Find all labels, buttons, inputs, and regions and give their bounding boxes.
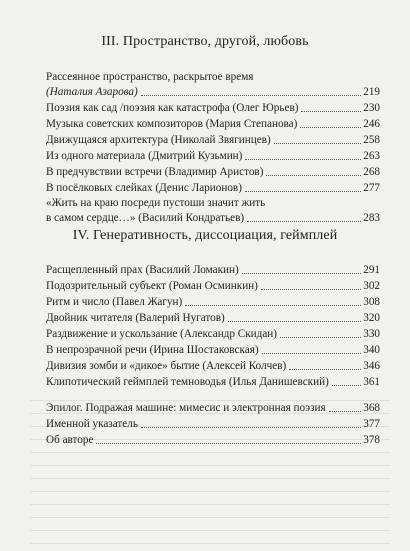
section-4-list <box>46 262 380 390</box>
section-3-list <box>46 70 380 226</box>
toc-page-number: 277 <box>363 182 380 194</box>
leader-dots <box>274 142 362 144</box>
leader-dots <box>280 336 361 338</box>
toc-page-number: 330 <box>363 328 380 340</box>
leader-dots <box>332 384 361 386</box>
toc-page-number: 302 <box>363 280 380 292</box>
toc-entry <box>46 180 380 196</box>
toc-entry <box>46 358 380 374</box>
toc-entry <box>46 416 380 432</box>
toc-entry <box>46 326 380 342</box>
toc-entry <box>46 116 380 132</box>
leader-dots <box>329 410 362 412</box>
toc-entry-title: Именной указатель <box>46 418 138 430</box>
toc-entry-title: Музыка советских композиторов (Мария Степанова) <box>46 118 298 130</box>
toc-page-number: 368 <box>363 402 380 414</box>
toc-entry <box>46 342 380 358</box>
toc-entry-title: Эпилог. Подражая машине: мимесис и электронная поэзия <box>46 402 326 414</box>
leader-dots <box>247 220 361 222</box>
toc-entry <box>46 374 380 390</box>
toc-entry <box>46 310 380 326</box>
section-3-title: III. Пространство, другой, любовь <box>101 34 309 49</box>
toc-entry <box>46 294 380 310</box>
leader-dots <box>242 272 361 274</box>
toc-entry-title: Поэзия как сад /поэзия как катастрофа (Олег Юрьев) <box>46 102 299 114</box>
toc-entry <box>46 278 380 294</box>
toc-page-number: 219 <box>363 86 380 98</box>
toc-page-number: 361 <box>363 376 380 388</box>
toc-page-number: 340 <box>363 344 380 356</box>
toc-page-number: 308 <box>363 296 380 308</box>
toc-entry-author: (Наталия Азарова) <box>46 86 138 98</box>
leader-dots <box>96 442 361 444</box>
toc-entry-title: Об авторе <box>46 434 94 446</box>
toc-entry <box>46 148 380 164</box>
toc-entry <box>46 400 380 416</box>
toc-page-number: 283 <box>363 212 380 224</box>
toc-page-number: 246 <box>363 118 380 130</box>
toc-entry-title: Подозрительный субъект (Роман Осминкин) <box>46 280 258 292</box>
section-4-title: IV. Генеративность, диссоциация, геймплей <box>72 228 338 243</box>
toc-entry-title: Дивизия зомби и «дикое» бытие (Алексей Колчев) <box>46 360 287 372</box>
toc-page-number: 268 <box>363 166 380 178</box>
toc-entry <box>46 100 380 116</box>
toc-entry-title-line1: Рассеянное пространство, раскрытое время <box>46 71 254 83</box>
toc-entry <box>46 196 380 226</box>
toc-entry-title: В посёлковых слейках (Денис Ларионов) <box>46 182 242 194</box>
leader-dots <box>141 94 361 96</box>
leader-dots <box>245 190 361 192</box>
toc-entry <box>46 132 380 148</box>
toc-entry-title-line1: «Жить на краю посреди пустоши значит жить <box>46 197 266 209</box>
toc-page-number: 258 <box>363 134 380 146</box>
leader-dots <box>245 158 361 160</box>
toc-page-number: 378 <box>363 434 380 446</box>
toc-entry <box>46 262 380 278</box>
leader-dots <box>262 352 362 354</box>
leader-dots <box>266 174 361 176</box>
toc-entry-title: В предчувствии встречи (Владимир Аристов) <box>46 166 264 178</box>
toc-page-number: 263 <box>363 150 380 162</box>
toc-entry-title: Расщепленный прах (Василий Ломакин) <box>46 264 239 276</box>
leader-dots <box>228 320 361 322</box>
toc-entry-title: Клипотический геймплей темноводья (Илья Данишевский) <box>46 376 329 388</box>
toc-page-number: 346 <box>363 360 380 372</box>
toc-entry <box>46 164 380 180</box>
toc-page-number: 377 <box>363 418 380 430</box>
toc-entry-title-line2: в самом сердце…» (Василий Кондратьев) <box>46 212 245 224</box>
leader-dots <box>185 304 361 306</box>
toc-page-number: 230 <box>363 102 380 114</box>
back-matter-list <box>46 400 380 448</box>
toc-page-number: 320 <box>363 312 380 324</box>
toc-entry-title: В непрозрачной речи (Ирина Шостаковская) <box>46 344 259 356</box>
toc-entry-title: Движущаяся архитектура (Николай Звягинцев) <box>46 134 271 146</box>
toc-entry <box>46 70 380 100</box>
toc-page-number: 291 <box>363 264 380 276</box>
toc-entry-title: Двойник читателя (Валерий Нугатов) <box>46 312 225 324</box>
toc-entry-title: Из одного материала (Дмитрий Кузьмин) <box>46 150 243 162</box>
leader-dots <box>261 288 361 290</box>
leader-dots <box>301 110 361 112</box>
toc-entry-title: Ритм и число (Павел Жагун) <box>46 296 183 308</box>
leader-dots <box>141 426 361 428</box>
toc-entry <box>46 432 380 448</box>
leader-dots <box>289 368 361 370</box>
toc-entry-title: Раздвижение и ускользание (Александр Скидан) <box>46 328 278 340</box>
leader-dots <box>300 126 361 128</box>
